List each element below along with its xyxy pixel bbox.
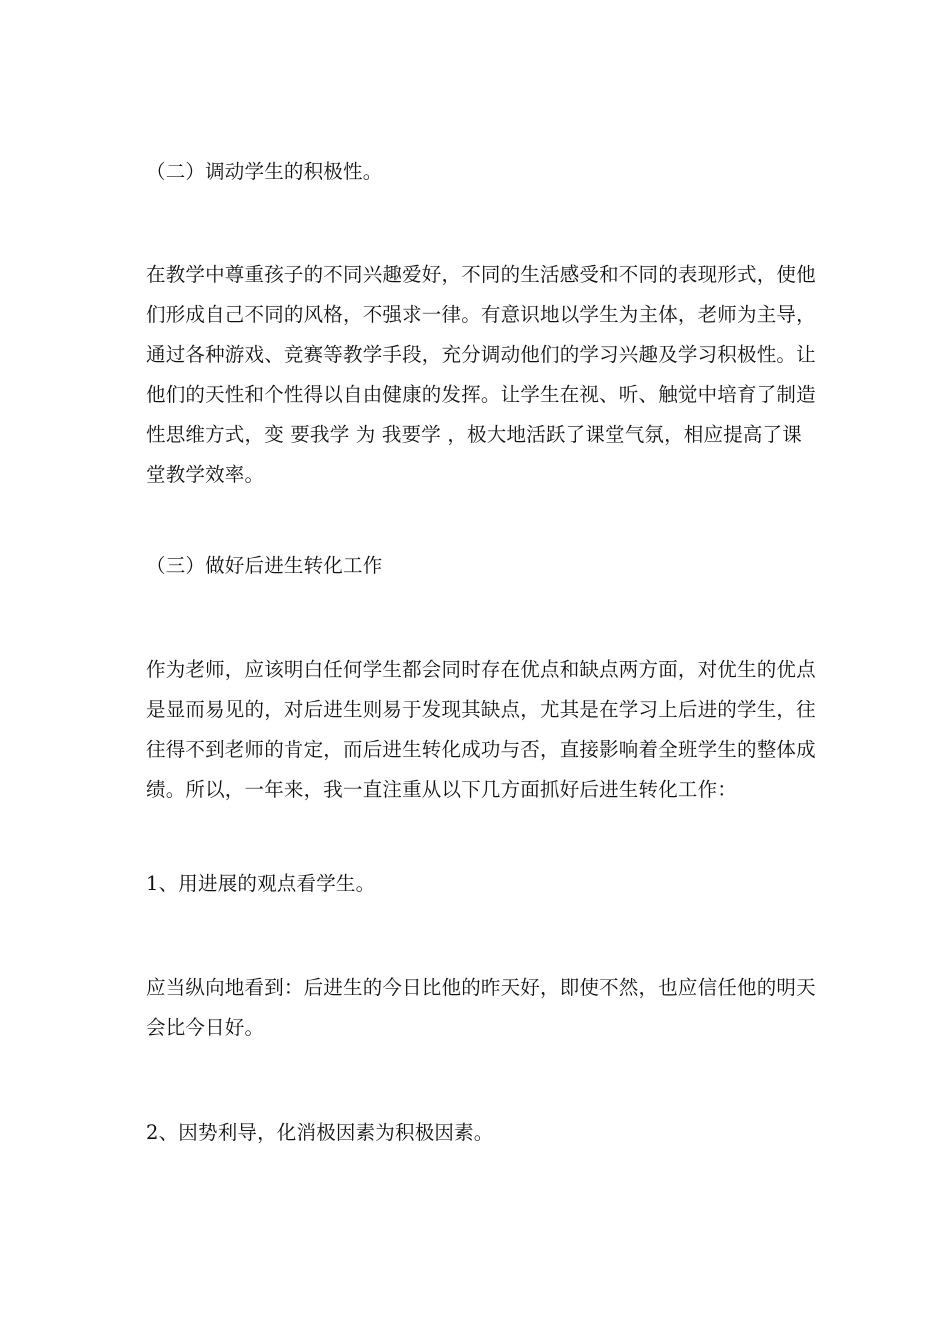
list-item-1	[146, 864, 808, 904]
paragraph-line: 们形成自己不同的风格，不强求一律。有意识地以学生为主体，老师为主导，	[146, 303, 816, 326]
paragraph-1	[146, 255, 816, 495]
section-heading-2	[146, 152, 808, 192]
heading-text: （三）做好后进生转化工作	[146, 554, 383, 577]
list-item-text: 2、因势利导，化消极因素为积极因素。	[146, 1121, 494, 1144]
paragraph-line: 堂教学效率。	[146, 463, 265, 486]
paragraph-line: 性思维方式，变 要我学 为 我要学 ，极大地活跃了课堂气氛，相应提高了课	[146, 423, 802, 446]
paragraph-line: 应当纵向地看到：后进生的今日比他的昨天好，即使不然，也应信任他的明天	[146, 976, 816, 999]
paragraph-line: 是显而易见的，对后进生则易于发现其缺点，尤其是在学习上后进的学生，往	[146, 698, 816, 721]
paragraph-line: 绩。所以，一年来，我一直注重从以下几方面抓好后进生转化工作：	[146, 778, 738, 801]
paragraph-2	[146, 650, 816, 810]
list-item-text: 1、用进展的观点看学生。	[146, 872, 376, 895]
paragraph-line: 会比今日好。	[146, 1016, 265, 1039]
paragraph-line: 作为老师，应该明白任何学生都会同时存在优点和缺点两方面，对优生的优点	[146, 658, 816, 681]
paragraph-line: 往得不到老师的肯定，而后进生转化成功与否，直接影响着全班学生的整体成	[146, 738, 816, 761]
section-heading-3	[146, 546, 808, 586]
paragraph-3	[146, 968, 816, 1048]
paragraph-line: 在教学中尊重孩子的不同兴趣爱好，不同的生活感受和不同的表现形式，使他	[146, 263, 816, 286]
paragraph-line: 通过各种游戏、竞赛等教学手段，充分调动他们的学习兴趣及学习积极性。让	[146, 343, 816, 366]
list-item-2	[146, 1113, 808, 1153]
paragraph-line: 他们的天性和个性得以自由健康的发挥。让学生在视、听、触觉中培育了制造	[146, 383, 816, 406]
heading-text: （二）调动学生的积极性。	[146, 160, 383, 183]
